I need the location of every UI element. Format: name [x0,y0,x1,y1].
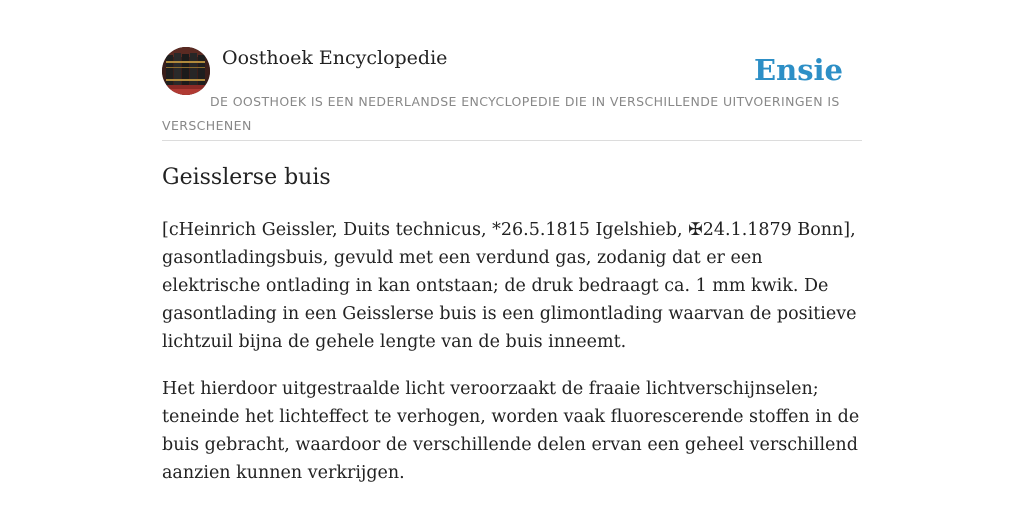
encyclopedia-books-icon [162,47,210,95]
site-header [162,46,862,141]
avatar[interactable] [162,47,210,95]
article-paragraph: [cHeinrich Geissler, Duits technicus, *26.5.1815 Igelshieb, ✠24.1.1879 Bonn], gasontladingsbuis, gevuld met een verdund gas, zodanig dat er een elektrische ontlading in kan ontstaan; de druk bedraagt ca. 1 mm kwik. De gasontlading in een Geisslerse buis is een glimontlading waarvan de positieve lichtzuil bijna de gehele lengte van de buis inneemt. [162,220,857,352]
brand-logo-link[interactable]: Ensie [754,53,843,87]
article-paragraph: Het hierdoor uitgestraalde licht veroorzaakt de fraaie lichtverschijnselen; teneinde het lichteffect te verhogen, worden vaak fluorescerende stoffen in de buis gebracht, waardoor de verschillende delen ervan een geheel verschillend aanzien kunnen verkrijgen. [162,379,860,483]
article-title: Geisslerse buis [162,165,331,190]
site-tagline: DE OOSTHOEK IS EEN NEDERLANDSE ENCYCLOPEDIE DIE IN VERSCHILLENDE UITVOERINGEN IS VERSCHENEN [162,94,840,133]
site-title[interactable]: Oosthoek Encyclopedie [222,47,448,69]
article [162,160,862,487]
